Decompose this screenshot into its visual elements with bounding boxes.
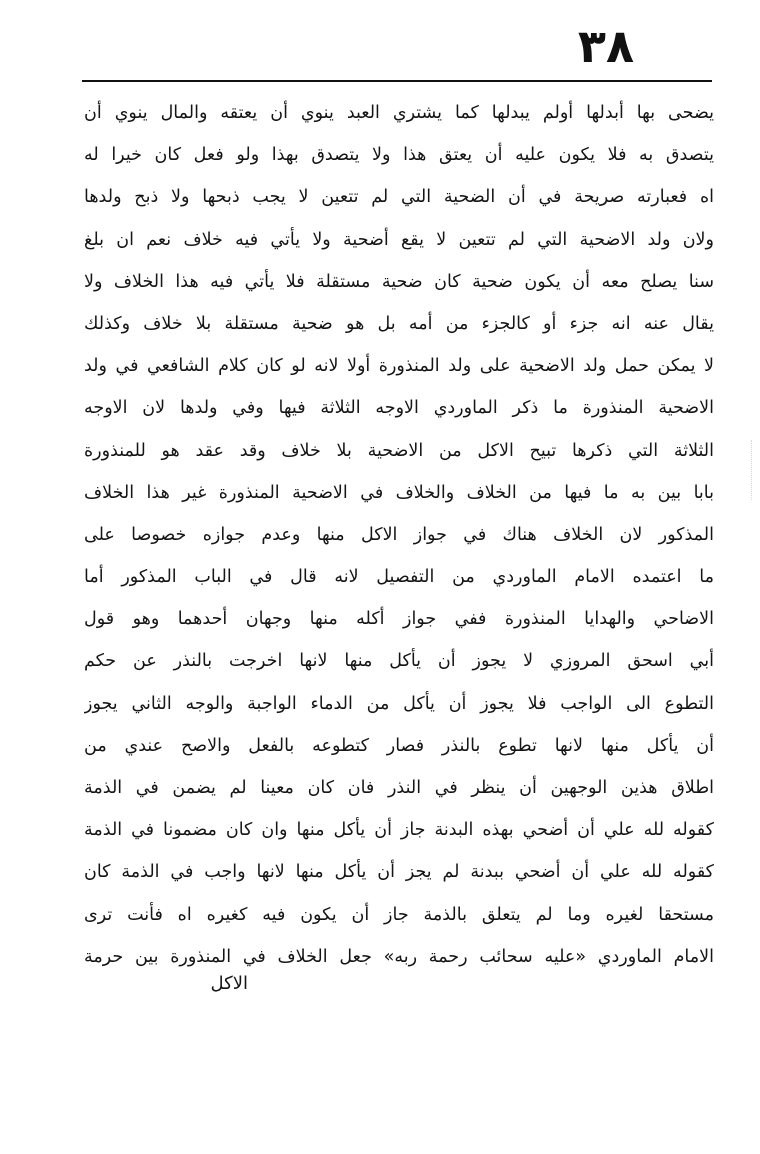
text-line: المذكور لان الخلاف هناك في جواز الاكل منها وعدم جوازه خصوصا على [84, 524, 714, 545]
catchword: الاكل [210, 973, 248, 994]
text-line: اه فعبارته صريحة في أن الضحية التي لم تتعين لا يجب ذبحها ولا ذبح ولدها [84, 187, 714, 208]
text-line: مستحقا لغيره وما لم يتعلق بالذمة جاز أن يكون فيه كغيره اه فأنت ترى [84, 904, 714, 925]
text-line: بابا بين به ما فيها من الخلاف والخلاف في الاضحية المنذورة غير هذا الخلاف [84, 482, 714, 503]
text-line: التطوع الى الواجب فلا يجوز أن يأكل من الدماء الواجبة والوجه الثاني يجوز [84, 693, 714, 714]
text-line: الامام الماوردي «عليه سحائب رحمة ربه» جعل الخلاف في المنذورة بين حرمة [84, 946, 714, 967]
text-line: كقوله لله علي أن أضحي بهذه البدنة جاز أن يأكل منها وان كان مضمونا في الذمة [84, 820, 714, 841]
text-line: يضحى بها أبدلها أولم يبدلها كما يشتري العبد ينوي أن يعتقه والمال ينوي أن [84, 103, 714, 123]
text-line: سنا يصلح معه أن يكون ضحية كان ضحية مستقلة فلا يأتي فيه هذا الخلاف ولا [84, 271, 714, 292]
text-line: لا يمكن حمل ولد الاضحية على ولد المنذورة أولا لانه لو كان كلام الشافعي في ولد [84, 356, 714, 377]
text-line: أن يأكل منها لانها تطوع بالنذر فصار كتطوعه بالفعل والاصح عندي من [84, 735, 714, 756]
header-rule [82, 80, 712, 82]
text-line: ما اعتمده الامام الماوردي من التفصيل لانه قال في الباب المذكور أما [84, 567, 714, 588]
page-number: ٣٨ [577, 19, 635, 73]
text-line: الاضحية المنذورة ما ذكر الماوردي الاوجه الثلاثة فيها وفي ولدها لان الاوجه [84, 398, 714, 419]
text-line: الثلاثة التي ذكرها تبيح الاكل من الاضحية بلا خلاف وقد عقد هو للمنذورة [84, 440, 714, 461]
text-line: يقال عنه انه جزء أو كالجزء من أمه بل هو ضحية مستقلة بلا خلاف وكذلك [84, 313, 714, 334]
margin-mark [751, 440, 758, 500]
text-line: اطلاق هذين الوجهين أن ينظر في النذر فان كان معينا لم يضمن في الذمة [84, 778, 714, 798]
text-line: الاضاحي والهدايا المنذورة ففي جواز أكله منها وجهان أحدهما وهو قول [84, 609, 714, 630]
body-text [84, 92, 714, 978]
text-line: ولان ولد الاضحية التي لم تتعين لا يقع أضحية ولا يأتي فيه خلاف نعم ان بلغ [84, 229, 714, 250]
text-line: أبي اسحق المروزي لا يجوز أن يأكل منها لانها اخرجت بالنذر عن حكم [84, 651, 714, 672]
text-line: يتصدق به فلا يكون عليه أن يعتق هذا ولا يتصدق بهذا ولو فعل كان خيرا له [84, 145, 714, 166]
text-line: كقوله لله علي أن أضحي ببدنة لم يجز أن يأكل منها لانها واجب في الذمة كان [84, 862, 714, 883]
